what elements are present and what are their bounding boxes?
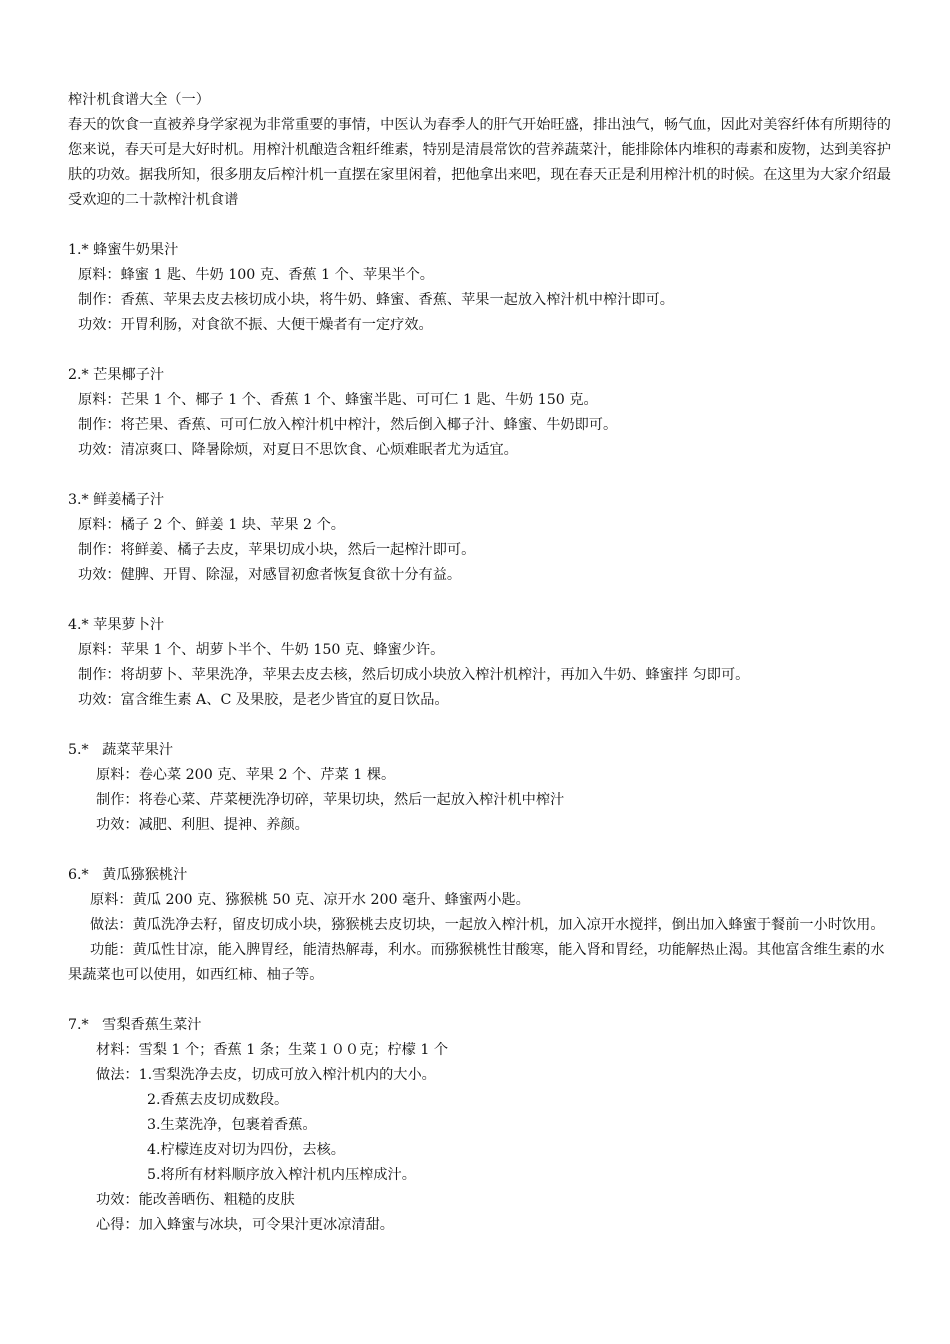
recipe-ingredients: 原料：卷心菜 200 克、苹果 2 个、芹菜 1 棵。 xyxy=(96,767,396,783)
recipe-effect: 功效：健脾、开胃、除湿，对感冒初愈者恢复食欲十分有益。 xyxy=(78,567,462,583)
recipe-method: 制作：将卷心菜、芹菜梗洗净切碎，苹果切块，然后一起放入榨汁机中榨汁 xyxy=(96,792,565,808)
document-page xyxy=(68,88,894,1238)
recipe-method: 做法：1.雪梨洗净去皮，切成可放入榨汁机内的大小。 xyxy=(96,1067,436,1083)
recipe-method: 制作：将芒果、香蕉、可可仁放入榨汁机中榨汁，然后倒入椰子汁、蜂蜜、牛奶即可。 xyxy=(78,417,618,433)
recipe-ingredients: 原料：橘子 2 个、鲜姜 1 块、苹果 2 个。 xyxy=(78,517,345,533)
recipe-heading: 5.* 蔬菜苹果汁 xyxy=(68,742,174,758)
recipe-ingredients: 原料：蜂蜜 1 匙、牛奶 100 克、香蕉 1 个、苹果半个。 xyxy=(78,267,434,283)
recipe-6 xyxy=(68,863,894,988)
recipe-heading: 7.* 雪梨香蕉生菜汁 xyxy=(68,1017,202,1033)
recipe-ingredients: 原料：苹果 1 个、胡萝卜半个、牛奶 150 克、蜂蜜少许。 xyxy=(78,642,445,658)
recipe-method: 制作：将胡萝卜、苹果洗净，苹果去皮去核，然后切成小块放入榨汁机榨汁，再加入牛奶、蜂蜜拌 匀即可。 xyxy=(78,667,750,683)
intro-paragraph: 春天的饮食一直被养身学家视为非常重要的事情，中医认为春季人的肝气开始旺盛，排出浊气，畅气血，因此对美容纤体有所期待的您来说，春天可是大好时机。用榨汁机酿造含粗纤维素，特别是清晨常饮的营养蔬菜汁，能排除体内堆积的毒素和废物，达到美容护肤的功效。据我所知，很多朋友后榨汁机一直摆在家里闲着，把他拿出来吧，现在春天正是利用榨汁机的时候。在这里为大家介绍最受欢迎的二十款榨汁机食谱 xyxy=(68,117,891,208)
recipe-effect: 功效：开胃利肠，对食欲不振、大便干燥者有一定疗效。 xyxy=(78,317,433,333)
recipe-2 xyxy=(68,363,894,463)
recipe-effect: 功效：富含维生素 A、C 及果胶，是老少皆宜的夏日饮品。 xyxy=(78,692,449,708)
recipe-method-step: 5.将所有材料顺序放入榨汁机内压榨成汁。 xyxy=(147,1167,416,1183)
recipe-5 xyxy=(68,738,894,838)
recipe-effect: 功能：黄瓜性甘凉，能入脾胃经，能清热解毒，利水。而猕猴桃性甘酸寒，能入肾和胃经，功能解热止渴。其他富含维生素的水果蔬菜也可以使用，如西红柿、柚子等。 xyxy=(68,942,885,983)
recipe-heading: 4.* 苹果萝卜汁 xyxy=(68,617,165,633)
recipe-method: 做法：黄瓜洗净去籽，留皮切成小块，猕猴桃去皮切块，一起放入榨汁机，加入凉开水搅拌，倒出加入蜂蜜于餐前一小时饮用。 xyxy=(90,917,885,933)
recipe-method-step: 4.柠檬连皮对切为四份，去核。 xyxy=(147,1142,345,1158)
recipe-3 xyxy=(68,488,894,588)
recipe-heading: 1.* 蜂蜜牛奶果汁 xyxy=(68,242,179,258)
recipe-heading: 6.* 黄瓜猕猴桃汁 xyxy=(68,867,188,883)
recipe-method: 制作：将鲜姜、橘子去皮，苹果切成小块，然后一起榨汁即可。 xyxy=(78,542,476,558)
recipe-heading: 3.* 鲜姜橘子汁 xyxy=(68,492,165,508)
recipe-heading: 2.* 芒果椰子汁 xyxy=(68,367,165,383)
recipe-effect: 功效：清凉爽口、降暑除烦，对夏日不思饮食、心烦难眠者尤为适宜。 xyxy=(78,442,518,458)
recipe-7 xyxy=(68,1013,894,1238)
recipe-4 xyxy=(68,613,894,713)
recipe-method-step: 3.生菜洗净，包裹着香蕉。 xyxy=(147,1117,317,1133)
recipe-effect: 功效：能改善晒伤、粗糙的皮肤 xyxy=(96,1192,295,1208)
recipe-method-step: 2.香蕉去皮切成数段。 xyxy=(147,1092,289,1108)
recipe-1 xyxy=(68,238,894,338)
recipe-ingredients: 材料：雪梨 1 个；香蕉 1 条；生菜１００克；柠檬 1 个 xyxy=(96,1042,449,1058)
recipe-tip: 心得：加入蜂蜜与冰块，可令果汁更冰凉清甜。 xyxy=(96,1217,394,1233)
recipe-ingredients: 原料：黄瓜 200 克、猕猴桃 50 克、凉开水 200 毫升、蜂蜜两小匙。 xyxy=(90,892,530,908)
document-title: 榨汁机食谱大全（一） xyxy=(68,92,210,108)
recipe-method: 制作：香蕉、苹果去皮去核切成小块，将牛奶、蜂蜜、香蕉、苹果一起放入榨汁机中榨汁即可。 xyxy=(78,292,674,308)
recipe-ingredients: 原料：芒果 1 个、椰子 1 个、香蕉 1 个、蜂蜜半匙、可可仁 1 匙、牛奶 150 克。 xyxy=(78,392,598,408)
recipe-effect: 功效：减肥、利胆、提神、养颜。 xyxy=(96,817,309,833)
